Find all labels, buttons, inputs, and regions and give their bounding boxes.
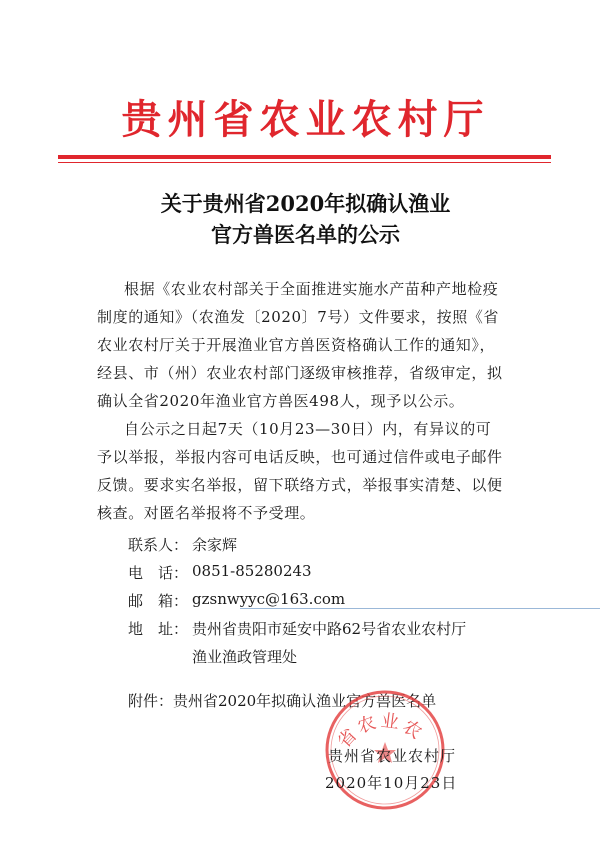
letterhead-rule-thin: [58, 162, 551, 163]
paragraph-1-line: 经县、市（州）农业农村部门逐级审核推荐，省级审定，拟: [97, 364, 503, 382]
paragraph-1-line: 根据《农业农村部关于全面推进实施水产苗种产地检疫: [124, 280, 499, 298]
paragraph-1-line: 农业农村厅关于开展渔业官方兽医资格确认工作的通知》，: [97, 336, 496, 354]
letterhead-rule-thick: [58, 155, 551, 159]
email-underline: [240, 608, 600, 609]
document-title-line-1: 关于贵州省2020年拟确认渔业: [160, 191, 451, 216]
paragraph-2-line: 反馈。要求实名举报，留下联络方式，举报事实清楚、以便: [97, 476, 503, 494]
phone-number: 0851-85280243: [192, 562, 312, 580]
paragraph-2-line: 予以举报，举报内容可电话反映，也可通过信件或电子邮件: [97, 448, 503, 466]
paragraph-2-line: 核查。对匿名举报将不予受理。: [97, 504, 316, 522]
address-label: 地 址：: [128, 620, 189, 638]
contact-person-label: 联系人：: [128, 536, 189, 554]
contact-person: 余家辉: [192, 536, 238, 554]
paragraph-2-line: 自公示之日起7天（10月23—30日）内，有异议的可: [124, 420, 492, 438]
address-line-2: 渔业渔政管理处: [192, 648, 298, 666]
address-line-1: 贵州省贵阳市延安中路62号省农业农村厅: [192, 620, 467, 638]
attachment-line: 附件：贵州省2020年拟确认渔业官方兽医名单: [128, 692, 437, 710]
phone-label: 电 话：: [128, 564, 189, 582]
seal-text: 省农业农: [333, 710, 428, 753]
email-address[interactable]: gzsnwyyc@163.com: [192, 590, 346, 608]
paragraph-1-line: 确认全省2020年渔业官方兽医498人，现予以公示。: [97, 392, 465, 410]
signature-date: 2020年10月23日: [325, 774, 458, 792]
email-label: 邮 箱：: [128, 592, 189, 610]
paragraph-1-line: 制度的通知》（农渔发〔2020〕7号）文件要求，按照《省: [97, 308, 500, 326]
letterhead-title: 贵州省农业农村厅: [121, 96, 490, 143]
document-title-line-2: 官方兽医名单的公示: [211, 222, 400, 247]
signature-org: 贵州省农业农村厅: [328, 747, 457, 765]
